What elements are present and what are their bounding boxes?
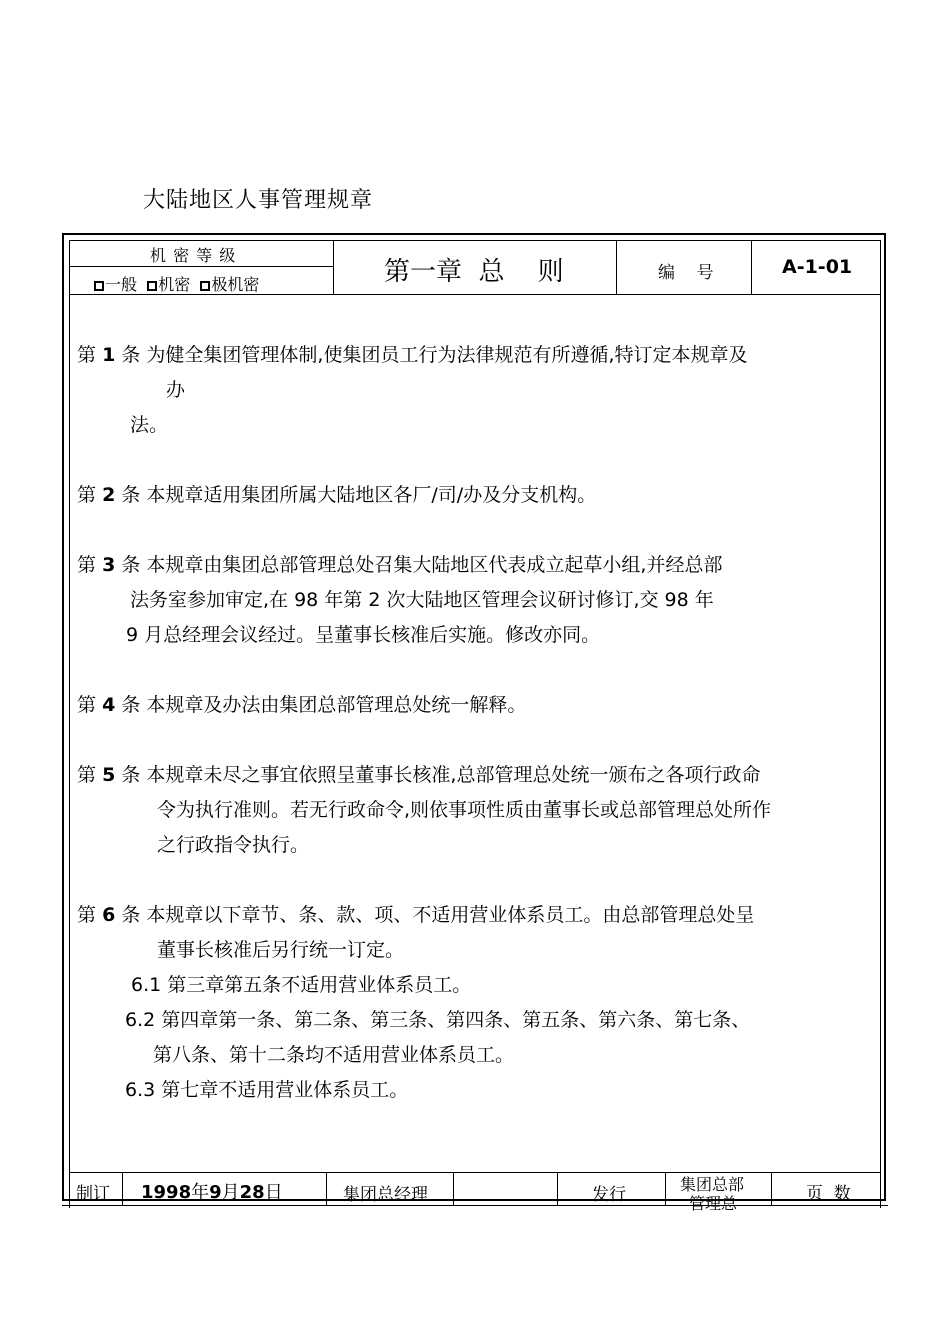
checkbox-confidential[interactable] [147, 281, 157, 291]
enact-date: 1998年9月28日 [141, 1182, 283, 1203]
checkbox-top-secret[interactable] [200, 281, 210, 291]
footer-divider-2 [326, 1172, 327, 1205]
pages-label: 页 数 [806, 1184, 851, 1204]
code-label: 编 号 [658, 263, 714, 283]
issue-label: 发行 [592, 1185, 626, 1205]
option-top-secret: 极机密 [211, 275, 260, 294]
issuer-line-2: 管理总 [689, 1194, 738, 1213]
article-6-3: 6.3 第七章不适用营业体系员工。 [125, 1079, 409, 1101]
header-divider-3 [751, 240, 752, 294]
article-3-line-2: 法务室参加审定,在 98 年第 2 次大陆地区管理会议研讨修订,交 98 年 [130, 589, 714, 611]
footer-divider-4 [557, 1172, 558, 1205]
footer-bottom-line [62, 1205, 888, 1206]
footer-divider-5 [665, 1172, 666, 1205]
footer-divider-3 [453, 1172, 454, 1205]
confidentiality-options [94, 272, 259, 295]
article-1-line-3: 法。 [130, 414, 169, 436]
option-general: 一般 [105, 275, 138, 294]
article-1-line-2: 办 [166, 379, 186, 401]
confidentiality-label: 机 密 等 级 [150, 246, 237, 265]
article-5-line-2: 令为执行准则。若无行政命令,则依事项性质由董事长或总部管理总处所作 [157, 799, 772, 821]
issuer [680, 1175, 744, 1213]
article-6-2-line-1: 6.2 第四章第一条、第二条、第三条、第四条、第五条、第六条、第七条、 [125, 1009, 751, 1031]
footer-top-line [69, 1172, 881, 1173]
article-1-line-1: 第 1 条 为健全集团管理体制,使集团员工行为法律规范有所遵循,特订定本规章及 [77, 344, 748, 366]
issuer-line-1: 集团总部 [680, 1175, 745, 1194]
article-3-line-3: 9 月总经理会议经过。呈董事长核准后实施。修改亦同。 [126, 624, 601, 646]
enact-label: 制订 [76, 1184, 110, 1204]
article-4: 第 4 条 本规章及办法由集团总部管理总处统一解释。 [77, 694, 527, 716]
footer-divider-1 [122, 1172, 123, 1205]
article-5-line-1: 第 5 条 本规章未尽之事宜依照呈董事长核准,总部管理总处统一颁布之各项行政命 [77, 764, 761, 786]
article-6-2-line-2: 第八条、第十二条均不适用营业体系员工。 [153, 1044, 515, 1066]
checkbox-general[interactable] [94, 281, 104, 291]
document-code: A-1-01 [782, 256, 853, 278]
footer-divider-6 [771, 1172, 772, 1205]
article-6-1: 6.1 第三章第五条不适用营业体系员工。 [131, 974, 472, 996]
option-confidential: 机密 [158, 275, 191, 294]
article-6-line-2: 董事长核准后另行统一订定。 [157, 939, 405, 961]
document-title: 大陆地区人事管理规章 [143, 188, 374, 213]
chapter-title: 第一章 总 则 [384, 257, 564, 287]
article-2: 第 2 条 本规章适用集团所属大陆地区各厂/司/办及分支机构。 [77, 484, 597, 506]
header-divider-1 [333, 240, 334, 294]
approver: 集团总经理 [343, 1185, 428, 1205]
article-5-line-3: 之行政指令执行。 [157, 834, 310, 856]
header-split-line [69, 266, 333, 267]
header-divider-2 [616, 240, 617, 294]
article-6-line-1: 第 6 条 本规章以下章节、条、款、项、不适用营业体系员工。由总部管理总处呈 [77, 904, 755, 926]
article-3-line-1: 第 3 条 本规章由集团总部管理总处召集大陆地区代表成立起草小组,并经总部 [77, 554, 723, 576]
